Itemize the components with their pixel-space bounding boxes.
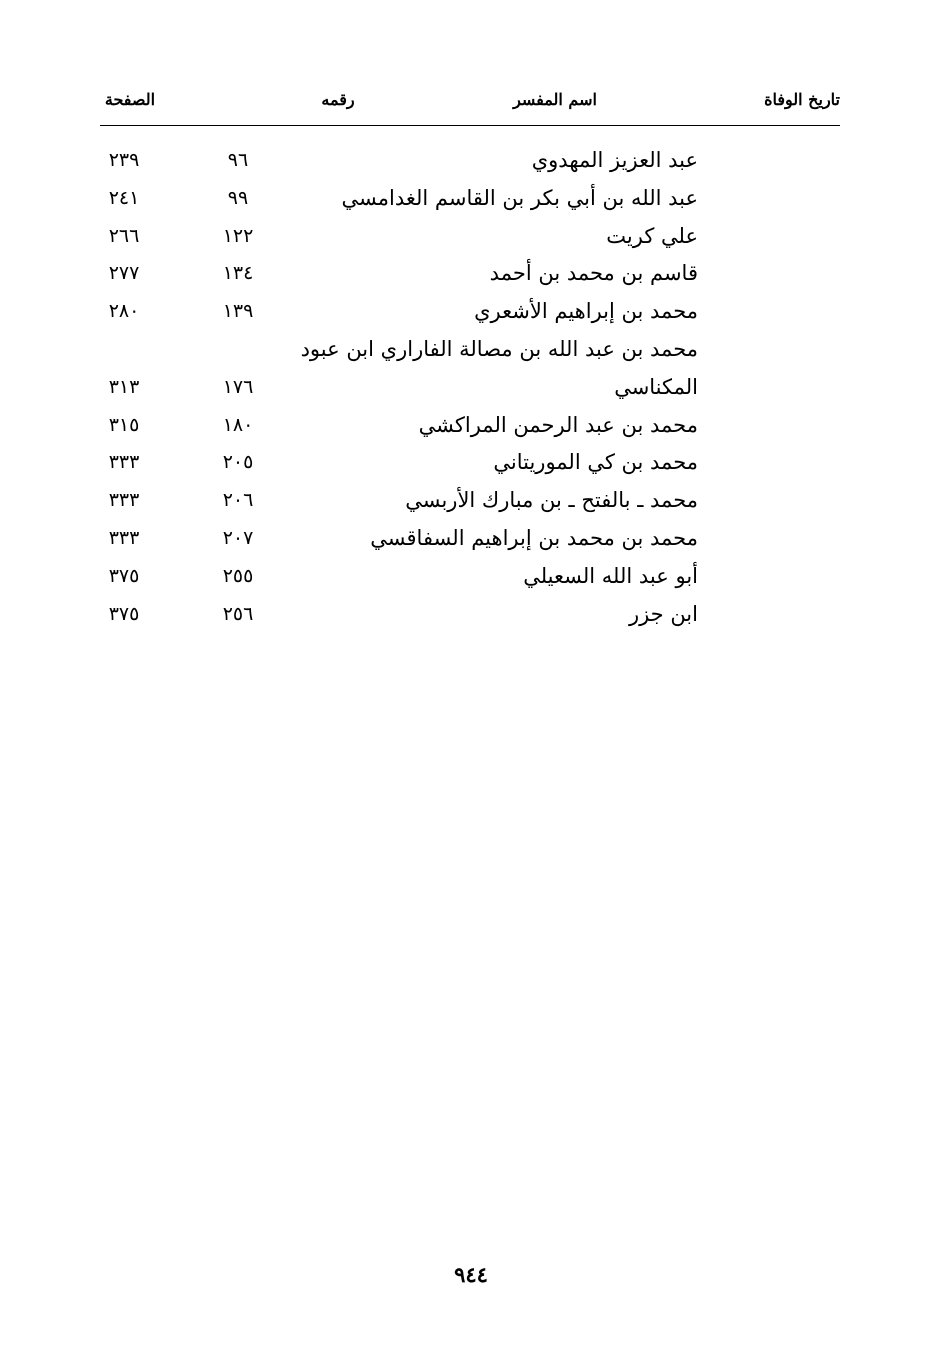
mufassir-name: محمد بن عبد الله بن مصالة الفاراري ابن عبود [300, 336, 698, 361]
mufassir-number: ٩٩ [227, 186, 249, 209]
header-name: اسم المفسر [513, 90, 597, 109]
table-header [100, 86, 840, 118]
table-body [0, 142, 942, 633]
page-reference: ٣٣٣ [108, 489, 140, 512]
mufassir-number: ١٣٤ [222, 262, 254, 285]
page-reference: ٣٣٣ [108, 526, 140, 549]
page-reference: ٢٦٦ [108, 224, 140, 247]
page-reference: ٢٤١ [108, 186, 140, 209]
table-row [0, 444, 942, 482]
mufassir-name: محمد بن محمد بن إبراهيم السفاقسي [370, 525, 698, 550]
mufassir-name: محمد ـ بالفتح ـ بن مبارك الأربسي [405, 488, 698, 513]
mufassir-name: قاسم بن محمد بن أحمد [489, 261, 698, 286]
mufassir-number: ١٨٠ [222, 413, 254, 436]
mufassir-name: عبد الله بن أبي بكر بن القاسم الغدامسي [341, 185, 698, 210]
page-reference: ٢٧٧ [108, 262, 140, 285]
page-reference: ٣٧٥ [108, 602, 140, 625]
table-row [0, 255, 942, 293]
table-row [0, 180, 942, 218]
mufassir-number: ١٢٢ [222, 224, 254, 247]
table-row [0, 293, 942, 331]
page-reference: ٢٨٠ [108, 300, 140, 323]
header-page: الصفحة [104, 90, 156, 109]
page-reference: ٣٣٣ [108, 451, 140, 474]
mufassir-name: محمد بن عبد الرحمن المراكشي [418, 412, 698, 437]
table-row [0, 596, 942, 634]
header-divider [100, 125, 840, 126]
mufassir-number: ٩٦ [227, 149, 249, 171]
header-date: تاريخ الوفاة [764, 90, 840, 109]
page-reference: ٣١٥ [108, 413, 140, 436]
header-number: رقمه [321, 90, 355, 109]
mufassir-name: محمد بن إبراهيم الأشعري [474, 299, 698, 324]
mufassir-name: ابن جزر [628, 601, 698, 626]
mufassir-name: عبد العزيز المهدوي [531, 148, 698, 172]
mufassir-number: ١٣٩ [222, 300, 254, 323]
page-reference: ٣١٣ [108, 375, 140, 398]
page-number: ٩٤٤ [454, 1262, 488, 1287]
mufassir-number: ٢٠٧ [222, 526, 254, 549]
table-row [0, 558, 942, 596]
page-reference: ٣٧٥ [108, 564, 140, 587]
mufassir-number: ٢٠٥ [222, 451, 254, 474]
table-row [0, 369, 942, 407]
table-row [0, 482, 942, 520]
table-row [0, 520, 942, 558]
mufassir-name: المكناسي [614, 374, 698, 399]
mufassir-name: علي كريت [606, 223, 698, 248]
mufassir-number: ٢٠٦ [222, 489, 254, 512]
table-row [0, 142, 942, 180]
mufassir-name: أبو عبد الله السعيلي [523, 563, 698, 588]
mufassir-number: ٢٥٥ [222, 564, 254, 587]
mufassir-number: ٢٥٦ [222, 602, 254, 625]
mufassir-name: محمد بن كي الموريتاني [493, 450, 698, 475]
page-reference: ٢٣٩ [108, 149, 140, 171]
table-row [0, 218, 942, 256]
mufassir-number: ١٧٦ [222, 375, 254, 398]
table-row [0, 407, 942, 445]
table-row [0, 331, 942, 369]
